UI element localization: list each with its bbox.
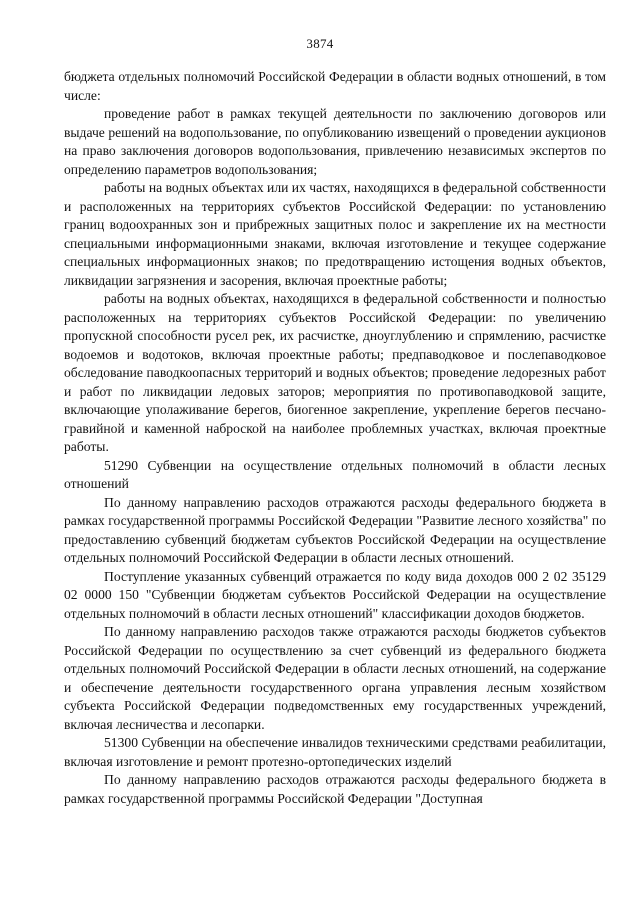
section-heading: 51290 Субвенции на осуществление отдельных полномочий в области лесных отношений <box>64 457 606 491</box>
paragraph: проведение работ в рамках текущей деятельности по заключению договоров или выдаче решений на водопользование, по опубликованию извещений о проведении аукционов на право заключения договоров водопользования, привлечению независимых экспертов по определению параметров водопользования; <box>64 106 606 177</box>
page-number: 3874 <box>306 36 334 51</box>
paragraph: работы на водных объектах или их частях, находящихся в федеральной собственности и расположенных на территориях субъектов Российской Федерации: по установлению границ водоохранных зон и прибрежных защитных полос и закрепление их на местности специальными информационными знаками, включая изготовление и текущее содержание специальных информационных знаков; по предотвращению истощения водных объектов, ликвидации загрязнения и засорения, включая проектные работы; <box>64 180 606 288</box>
paragraph: По данному направлению расходов отражаются расходы федерального бюджета в рамках государственной программы Российской Федерации "Доступная <box>64 772 606 806</box>
paragraph: Поступление указанных субвенций отражается по коду вида доходов 000 2 02 35129 02 0000 150 "Субвенции бюджетам субъектов Российской Федерации на осуществление отдельных полномочий в области лесных отношений" классификации доходов бюджетов. <box>64 568 606 621</box>
section-heading: 51300 Субвенции на обеспечение инвалидов техническими средствами реабилитации, включая изготовление и ремонт протезно-ортопедических изделий <box>64 735 606 769</box>
paragraph: работы на водных объектах, находящихся в федеральной собственности и полностью расположенных на территориях субъектов Российской Федерации: по увеличению пропускной способности русел рек, их расчистке, дноуглублению и спрямлению, расчистке водоемов и водотоков, включая проектные работы; предпаводковое и послепаводковое обследование паводкоопасных территорий и водных объектов; проведение ледорезных работ и работ по ликвидации ледовых заторов; мероприятия по противопаводковой защите, включающие уполаживание берегов, биогенное закрепление, укрепление берегов песчано-гравийной и каменной наброской на наиболее проблемных участках, включая проектные работы. <box>64 291 606 454</box>
paragraph: бюджета отдельных полномочий Российской Федерации в области водных отношений, в том числе: <box>64 69 606 103</box>
paragraph: По данному направлению расходов также отражаются расходы бюджетов субъектов Российской Федерации по осуществлению за счет субвенций из федерального бюджета отдельных полномочий Российской Федерации в области лесных отношений, на содержание и обеспечение деятельности государственного органа управления лесным хозяйством субъекта Российской Федерации подведомственных ему государственных учреждений, включая лесничества и лесопарки. <box>64 624 606 732</box>
body-text <box>64 68 606 808</box>
paragraph: По данному направлению расходов отражаются расходы федерального бюджета в рамках государственной программы Российской Федерации "Развитие лесного хозяйства" по предоставлению субвенций бюджетам субъектов Российской Федерации на осуществление отдельных полномочий Российской Федерации в области лесных отношений. <box>64 494 606 565</box>
